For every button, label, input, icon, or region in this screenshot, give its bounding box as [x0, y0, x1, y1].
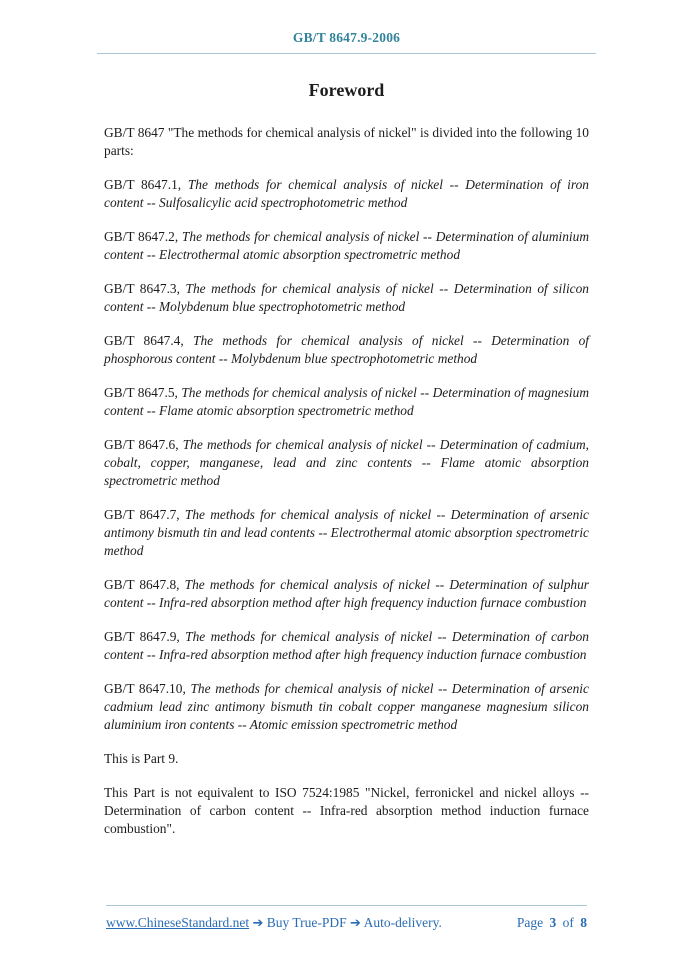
- part-label: GB/T 8647.3,: [104, 281, 180, 296]
- part-paragraph-4: [104, 332, 589, 368]
- equivalence-note: This Part is not equivalent to ISO 7524:1985 "Nickel, ferronickel and nickel alloys -- Determination of carbon content -- Infra-red absorption method induction furnace combustion".: [104, 785, 589, 836]
- part-label: GB/T 8647.8,: [104, 577, 180, 592]
- doc-number: GB/T 8647.9-2006: [292, 30, 401, 45]
- intro-paragraph: GB/T 8647 "The methods for chemical analysis of nickel" is divided into the following 10 parts:: [104, 125, 589, 158]
- part-title: The methods for chemical analysis of nickel -- Determination of arsenic cadmium lead zinc antimony bismuth tin cobalt copper manganese magnesium silicon aluminium iron contents -- Atomic emission spectrometric method: [104, 681, 589, 732]
- footer-promo: [106, 915, 442, 931]
- part-label: GB/T 8647.7,: [104, 507, 180, 522]
- part-label: GB/T 8647.6,: [104, 437, 179, 452]
- part-paragraph-3: [104, 280, 589, 316]
- part-title: The methods for chemical analysis of nickel -- Determination of silicon content -- Molybdenum blue spectrophotometric method: [104, 281, 590, 314]
- page-total: 8: [580, 915, 587, 930]
- document-body: [0, 101, 693, 838]
- part-paragraph-10: [104, 680, 589, 734]
- part-paragraph-8: [104, 576, 589, 612]
- part-paragraph-5: [104, 384, 589, 420]
- part-paragraph-2: [104, 228, 589, 264]
- header-divider: [97, 53, 596, 54]
- of-label: of: [562, 915, 574, 930]
- part-paragraph-7: [104, 506, 589, 560]
- part-label: GB/T 8647.9,: [104, 629, 180, 644]
- auto-delivery-text: Auto-delivery.: [363, 915, 442, 930]
- part-title: The methods for chemical analysis of nickel -- Determination of carbon content -- Infra-red absorption method after high frequency induction furnace combustion: [104, 629, 589, 662]
- part-title: The methods for chemical analysis of nickel -- Determination of magnesium content -- Flame atomic absorption spectrometric method: [104, 385, 590, 418]
- part-title: The methods for chemical analysis of nickel -- Determination of cadmium, cobalt, copper, manganese, lead and zinc contents -- Flame atomic absorption spectrometric method: [104, 437, 589, 488]
- page-footer: [0, 905, 693, 931]
- part-label: GB/T 8647.10,: [104, 681, 186, 696]
- arrow-right-icon: ➔: [350, 916, 361, 931]
- part-title: The methods for chemical analysis of nickel -- Determination of iron content -- Sulfosalicylic acid spectrophotometric method: [104, 177, 590, 210]
- part-paragraph-6: [104, 436, 589, 490]
- footer-divider: [106, 905, 587, 906]
- page-indicator: [517, 915, 587, 931]
- part-title: The methods for chemical analysis of nickel -- Determination of sulphur content -- Infra-red absorption method after high frequency induction furnace combustion: [104, 577, 589, 610]
- part-title: The methods for chemical analysis of nickel -- Determination of arsenic antimony bismuth tin and lead contents -- Electrothermal atomic absorption spectrometric method: [104, 507, 589, 558]
- part-label: GB/T 8647.2,: [104, 229, 179, 244]
- part-title: The methods for chemical analysis of nickel -- Determination of aluminium content -- Electrothermal atomic absorption spectrometric method: [104, 229, 589, 262]
- arrow-right-icon: ➔: [252, 916, 264, 931]
- part-title: The methods for chemical analysis of nickel -- Determination of phosphorous content -- Molybdenum blue spectrophotometric method: [104, 333, 590, 366]
- page-title: Foreword: [308, 80, 385, 100]
- part-note: This is Part 9.: [104, 751, 179, 766]
- part-label: GB/T 8647.5,: [104, 385, 178, 400]
- part-paragraph-1: [104, 176, 589, 212]
- part-label: GB/T 8647.4,: [104, 333, 184, 348]
- page-label: Page: [516, 915, 544, 930]
- page-current: 3: [549, 915, 557, 930]
- buy-pdf-text: Buy True-PDF: [266, 915, 347, 930]
- part-label: GB/T 8647.1,: [104, 177, 182, 192]
- page-header: [0, 0, 693, 54]
- part-paragraph-9: [104, 628, 589, 664]
- website-link[interactable]: www.ChineseStandard.net: [106, 915, 250, 930]
